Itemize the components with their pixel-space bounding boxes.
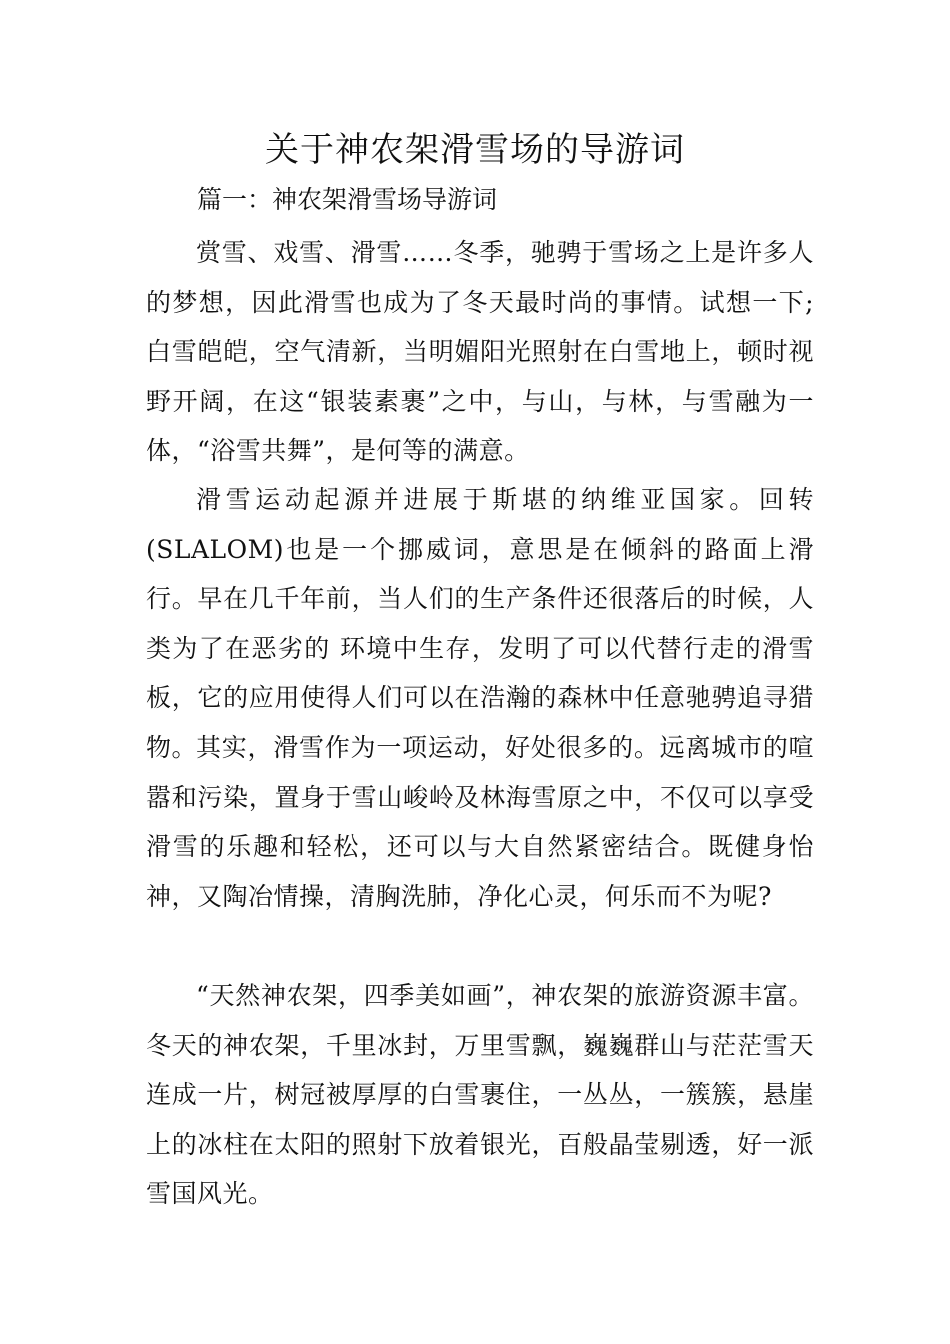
document-title: 关于神农架滑雪场的导游词	[265, 130, 685, 170]
paragraph-4: “天然神农架，四季美如画”，神农架的旅游资源丰富。冬天的神农架，千里冰封，万里雪飘，巍巍群山与茫茫雪天连成一片，树冠被厚厚的白雪裹住，一丛丛，一簇簇，悬崖上的冰柱在太阳的照射下放着银光，百般晶莹剔透，好一派雪国风光。	[146, 981, 814, 1209]
paragraph-1: 赏雪、戏雪、滑雪……冬季，驰骋于雪场之上是许多人的梦想，因此滑雪也成为了冬天最时尚的事情。试想一下;白雪皑皑，空气清新，当明媚阳光照射在白雪地上，顿时视野开阔，在这“银装素裹”之中，与山，与林，与雪融为一体，“浴雪共舞”，是何等的满意。	[146, 238, 814, 466]
paragraph-3: 其实，滑雪作为一项运动，好处很多的。远离城市的喧嚣和污染，置身于雪山峻岭及林海雪原之中，不仅可以享受滑雪的乐趣和轻松，还可以与大自然紧密结合。既健身怡神，又陶冶情操，清胸洗肺，净化心灵，何乐而不为呢?	[146, 733, 814, 911]
paragraph-2: 滑雪运动起源并进展于斯堪的纳维亚国家。回转(SLALOM)也是一个挪威词，意思是在倾斜的路面上滑行。早在几千年前，当人们的生产条件还很落后的时候，人类为了在恶劣的 环境中生存，发明了可以代替行走的滑雪板，它的应用使得人们可以在浩瀚的森林中任意驰骋追寻猎物。	[146, 485, 814, 762]
section-heading: 篇一：神农架滑雪场导游词	[197, 185, 498, 214]
